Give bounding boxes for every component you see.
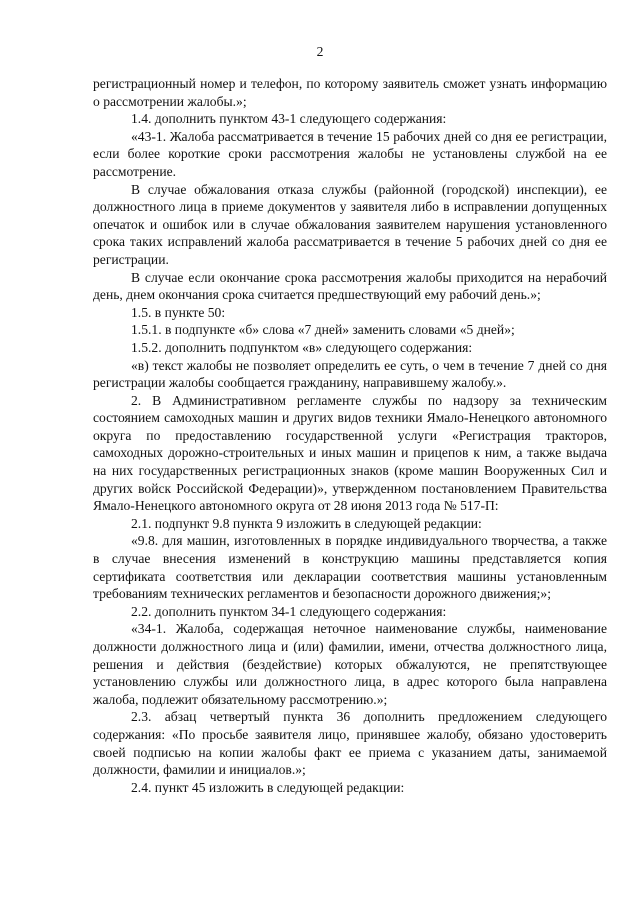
paragraph-quote-9-8: «9.8. для машин, изготовленных в порядке индивидуального творчества, а также в случае внесения изменений в конструкцию машины представляется копия сертификата соответствия или декларации соответствия машины установленным требованиям технических регламентов и безопасности дорожного движения;»; (93, 533, 607, 602)
document-body (93, 75, 607, 796)
paragraph-item-1-5-2: 1.5.2. дополнить подпунктом «в» следующего содержания: (131, 339, 473, 355)
paragraph-item-2-2: 2.2. дополнить пунктом 34-1 следующего содержания: (131, 603, 447, 619)
paragraph-item-1-5: 1.5. в пункте 50: (131, 304, 226, 320)
paragraph-quote-34-1: «34-1. Жалоба, содержащая неточное наименование службы, наименование должности должностного лица и (или) фамилии, имени, отчества должностного лица, решения и действия (бездействие) которых обжалуются, не препятствующее установлению службы или должностного лица, в адрес которого была направлена жалоба, подлежит обязательному рассмотрению.»; (93, 621, 607, 707)
paragraph-item-1-5-1: 1.5.1. в подпункте «б» слова «7 дней» заменить словами «5 дней»; (131, 322, 515, 338)
paragraph-item-1-4: 1.4. дополнить пунктом 43-1 следующего содержания: (131, 111, 447, 127)
paragraph-item-2: 2. В Административном регламенте службы по надзору за техническим состоянием самоходных машин и других видов техники Ямало-Ненецкого автономного округа по предоставлению государственной услуги «Регистрация тракторов, самоходных дорожно-строительных и иных машин и прицепов к ним, а также выдача на них государственных регистрационных знаков (кроме машин Вооруженных Сил и других войск Российской Федерации)», утвержденном постановлением Правительства Ямало-Ненецкого автономного округа от 28 июня 2013 года № 517-П: (93, 392, 607, 514)
paragraph-nonworking-day: В случае если окончание срока рассмотрения жалобы приходится на нерабочий день, днем окончания срока считается предшествующий ему рабочий день.»; (93, 269, 607, 303)
paragraph-subitem-v: «в) текст жалобы не позволяет определить ее суть, о чем в течение 7 дней со дня регистрации жалобы сообщается гражданину, направившему жалобу.». (93, 357, 607, 391)
paragraph-quote-43-1: «43-1. Жалоба рассматривается в течение 15 рабочих дней со дня ее регистрации, если более короткие сроки рассмотрения жалобы не установлены службой на ее рассмотрение. (93, 128, 607, 179)
paragraph-item-2-3: 2.3. абзац четвертый пункта 36 дополнить предложением следующего содержания: «По просьбе заявителя лицо, принявшее жалобу, обязано удостоверить своей подписью на копии жалобы факт ее приема с указанием даты, занимаемой должности, фамилии и инициалов.»; (93, 709, 607, 778)
paragraph-appeal-refusal: В случае обжалования отказа службы (районной (городской) инспекции), ее должностного лица в приеме документов у заявителя либо в исправлении допущенных опечаток и ошибок или в случае обжалования заявителем нарушения установленного срока таких исправлений жалоба рассматривается в течение 5 рабочих дней со дня ее регистрации. (93, 181, 607, 267)
paragraph-item-2-1: 2.1. подпункт 9.8 пункта 9 изложить в следующей редакции: (131, 515, 482, 531)
paragraph-continuation: регистрационный номер и телефон, по которому заявитель сможет узнать информацию о рассмотрении жалобы.»; (93, 76, 607, 109)
page-number: 2 (316, 44, 324, 59)
paragraph-item-2-4: 2.4. пункт 45 изложить в следующей редакции: (131, 779, 405, 795)
